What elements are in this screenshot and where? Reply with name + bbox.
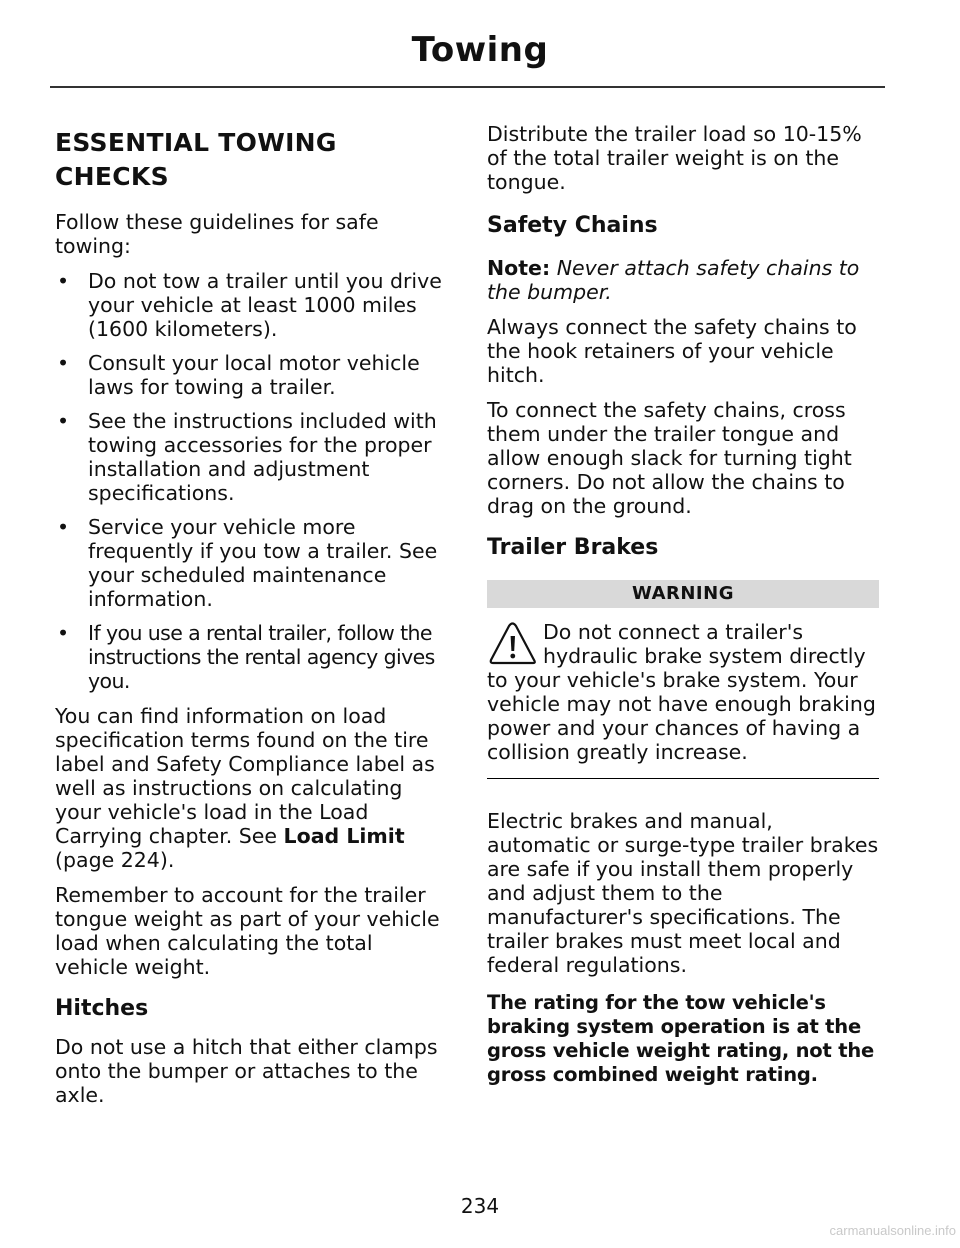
- list-item: [55, 409, 447, 505]
- guidelines-list: [55, 269, 447, 693]
- warning-text: Do not connect a trailer's hydraulic brake system directly to your vehicle's brake system. Your vehicle may not have enough braking power and your chances of having a collision greatly increase.: [487, 620, 876, 764]
- page-reference: (page 224).: [55, 848, 175, 872]
- list-item-text: Do not tow a trailer until you drive your vehicle at least 1000 miles (1600 kilometers).: [88, 269, 442, 341]
- load-info-paragraph: [55, 704, 447, 872]
- header-divider: [50, 86, 885, 88]
- intro-paragraph: Follow these guidelines for safe towing:: [55, 210, 379, 258]
- remember-paragraph: Remember to account for the trailer tongue weight as part of your vehicle load when calculating the total vehicle weight.: [55, 883, 440, 979]
- bullet-marker: •: [57, 351, 70, 375]
- connect-paragraph: Always connect the safety chains to the hook retainers of your vehicle hitch.: [487, 315, 857, 387]
- cross-paragraph: To connect the safety chains, cross them under the trailer tongue and allow enough slack for turning tight corners. Do not allow the chains to drag on the ground.: [487, 398, 852, 518]
- watermark: carmanualsonline.info: [829, 1223, 956, 1238]
- list-item: [55, 269, 447, 341]
- page-number: 234: [460, 1194, 500, 1218]
- rating-paragraph: The rating for the tow vehicle's braking system operation is at the gross vehicle weight rating, not the gross combined weight rating.: [487, 991, 875, 1086]
- bullet-marker: •: [57, 409, 70, 433]
- left-column: [55, 122, 447, 1118]
- bullet-marker: •: [57, 621, 70, 645]
- load-info-text: You can find information on load specification terms found on the tire label and Safety Compliance label as well as instructions on calculating your vehicle's load in the Load Carrying chapter. See: [55, 704, 435, 848]
- note-paragraph: [487, 256, 879, 304]
- list-item: [55, 351, 447, 399]
- right-column: [487, 122, 879, 1098]
- warning-divider: [487, 778, 879, 779]
- distribute-paragraph: Distribute the trailer load so 10-15% of the total trailer weight is on the tongue.: [487, 122, 862, 194]
- section-heading-essential-towing-checks: ESSENTIAL TOWING CHECKS: [55, 128, 337, 191]
- list-item: [55, 515, 447, 611]
- page-header-title: Towing: [411, 30, 549, 70]
- list-item-text: Consult your local motor vehicle laws for towing a trailer.: [88, 351, 420, 399]
- note-label: Note:: [487, 256, 551, 280]
- section-heading-hitches: Hitches: [55, 996, 149, 1021]
- section-heading-safety-chains: Safety Chains: [487, 213, 658, 238]
- warning-box: [487, 620, 879, 764]
- list-item-text: See the instructions included with towing accessories for the proper installation and adjustment specifications.: [88, 409, 437, 505]
- load-limit-link[interactable]: Load Limit: [283, 824, 405, 848]
- hitches-paragraph: Do not use a hitch that either clamps onto the bumper or attaches to the axle.: [55, 1035, 438, 1107]
- warning-banner: WARNING: [487, 580, 879, 608]
- note-text: Never attach safety chains to the bumper.: [487, 256, 860, 304]
- list-item-text: Service your vehicle more frequently if you tow a trailer. See your scheduled maintenance information.: [88, 515, 438, 611]
- list-item-text: If you use a rental trailer, follow the instructions the rental agency gives you.: [88, 621, 435, 693]
- warning-triangle-icon: [487, 622, 539, 666]
- electric-brakes-paragraph: Electric brakes and manual, automatic or surge-type trailer brakes are safe if you install them properly and adjust them to the manufacturer's specifications. The trailer brakes must meet local and federal regulations.: [487, 809, 879, 977]
- bullet-marker: •: [57, 515, 70, 539]
- section-heading-trailer-brakes: Trailer Brakes: [487, 535, 659, 560]
- bullet-marker: •: [57, 269, 70, 293]
- list-item: [55, 621, 447, 693]
